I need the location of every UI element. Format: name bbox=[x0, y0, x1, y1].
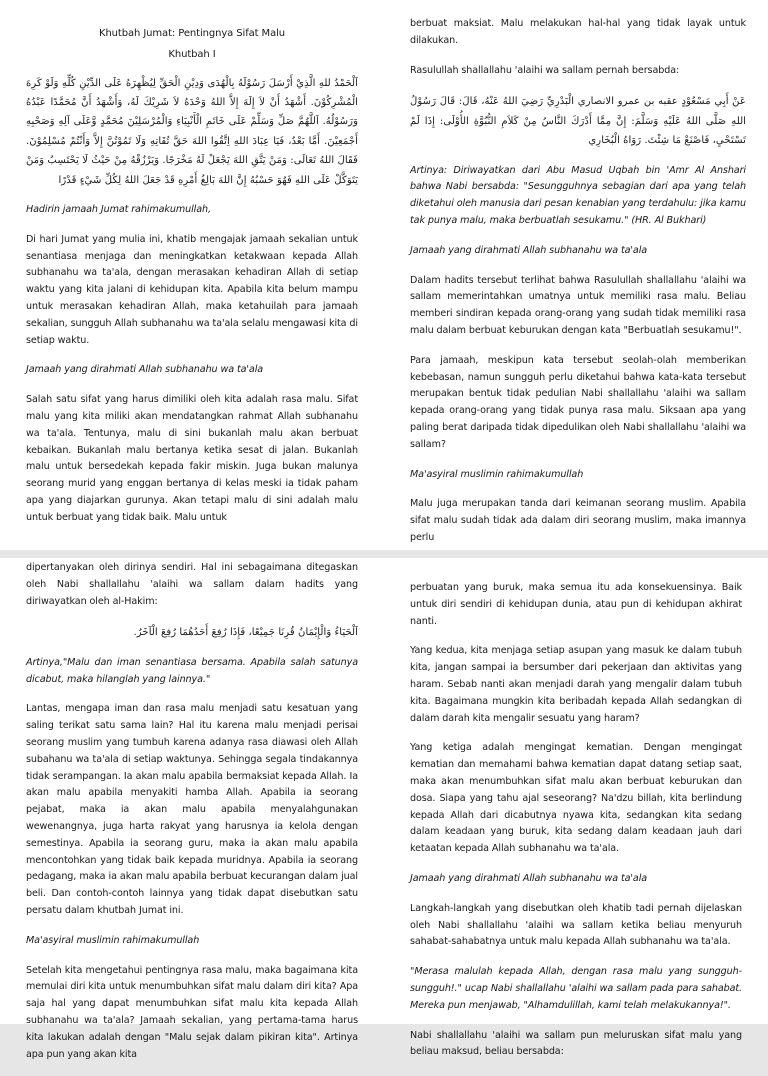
paragraph: Rasulullah shallallahu 'alaihi wa sallam pernah bersabda: bbox=[410, 64, 680, 76]
greeting: Jamaah yang dirahmati Allah subhanahu wa ta'ala bbox=[26, 364, 264, 376]
greeting: Jamaah yang dirahmati Allah subhanahu wa ta'ala bbox=[410, 244, 648, 256]
arabic-opening: اَلْحَمْدُ للهِ الَّذِيْ أَرْسَلَ رَسُوْلَهُ بِالْهُدَى وَدِيْنِ الْحَقِّ لِيُظْهِرَهُ عَلَى الدِّيْنِ كُلِّهِ وَلَوْ كَرِهَ الْمُشْرِكُوْنَ. أَشْهَدُ أَنْ لاَ إِلَهَ إِلاَّ اللهُ وَحْدَهُ لاَ شَرِيْكَ لَهُ، وَأَشْهَدُ أَنَّ مُحَمَّدًا عَبْدُهُ وَرَسُوْلُهُ. اَللَّهُمَّ صَلِّ وَسَلِّمْ عَلَى خَاتَمِ الْأَنْبِيَاءِ وَالْمُرْسَلِيْنَ مُحَمَّدٍ وَّعَلَى آلِهِ وَصَحْبِهِ أَجْمَعِيْنَ. أَمَّا بَعْدُ، فَيَا عِبَادَ اللهِ اِتَّقُوا اللهَ حَقَّ تُقَاتِهِ وَلَا تَمُوْتُنَّ إِلاَّ وَأَنْتُمْ مُسْلِمُوْنَ. فَقَالَ اللهُ تَعَالَى: وَمَنْ يَتَّقِ اللهَ يَجْعَلْ لَهُ مَخْرَجًا. وَيَرْزُقْهُ مِنْ حَيْثُ لَا يَحْتَسِبُ وَمَنْ يَتَوَكَّلْ عَلَى اللهِ فَهُوَ حَسْبُهُ إِنَّ اللهَ بَالِغُ أَمْرِهِ قَدْ جَعَلَ اللهُ لِكُلِّ شَيْءٍ قَدْرًا bbox=[26, 77, 358, 186]
hadith-translation: Artinya,"Malu dan iman senantiasa bersama. Apabila salah satunya dicabut, maka hilanglah yang lainnya." bbox=[26, 656, 358, 685]
paragraph: Lantas, mengapa iman dan rasa malu menjadi satu kesatuan yang saling terikat satu sama lain? Hal itu karena malu menjadi perisai seorang muslim yang tumbuh karena adanya rasa diawasi oleh Allah subahanu wa ta'ala di setiap waktunya. Sehingga segala tindakannya tidak serampangan. Ia akan malu apabila bermaksiat kepada Allah. Ia akan malu apabila menyakiti hamba Allah. Apabila ia seorang pejabat, maka ia akan malu apabila menyalahgunakan wewenangnya, juga harta rakyat yang harusnya ia kelola dengan semestinya. Apabila ia seorang guru, maka ia akan malu apabila mencontohkan yang tidak baik kepada muridnya. Apabila ia seorang pedagang, maka ia akan malu apabila berbuat kecurangan dalam jual beli. Dan contoh-contoh lainnya yang tidak dapat disebutkan satu persatu dalam khutbah Jumat ini. bbox=[26, 703, 358, 916]
arabic-hadith: اَلْحَيَاءُ وَالْإِيْمَانُ قُرِنَا جَمِيْعًا، فَإِذَا رُفِعَ أَحَدُهُمَا رُفِعَ الْآخَرُ. bbox=[133, 627, 358, 639]
paragraph: Dalam hadits tersebut terlihat bahwa Rasulullah shallallahu 'alaihi wa sallam memerintahkan umatnya untuk memiliki rasa malu. Beliau memberi sindiran kepada orang-orang yang sudah tidak memiliki rasa malu dalam berbuat keburukan dengan kata "Berbuatlah sesukamu!". bbox=[410, 274, 746, 336]
page-1-column bbox=[26, 16, 358, 540]
paragraph: Langkah-langkah yang disebutkan oleh khatib tadi pernah dijelaskan oleh Nabi shallallahu 'alaihi wa sallam ketika beliau menyuruh sahabat-sahabatnya untuk malu kepada Allah subhanahu wa ta'ala. bbox=[410, 902, 742, 948]
greeting: Jamaah yang dirahmati Allah subhanahu wa ta'ala bbox=[410, 872, 648, 884]
paragraph: Nabi shallallahu 'alaihi wa sallam pun meluruskan sifat malu yang beliau maksud, beliau bersabda: bbox=[410, 1029, 742, 1058]
arabic-hadith: عَنْ أَبِي مَسْعُوْدٍ عقبه بن عمرو الانصاري الْبَدْرِيِّ رَضِيَ اللهُ عَنْهُ، قَالَ: قَالَ رَسُوْلُ اللهِ صَلَّى اللهُ عَلَيْهِ وَسَلَّمَ: إِنَّ مِمَّا أَدْرَكَ النَّاسُ مِنْ كَلاَمِ النُّبُوَّةِ الأُوْلَى: إِذَا لَمْ تَسْتَحْيِ، فَاصْنَعْ مَا شِئْتَ. رَوَاهُ الْبُخَارِي bbox=[410, 96, 746, 147]
document-title: Khutbah Jumat: Pentingnya Sifat Malu bbox=[98, 28, 286, 39]
page-3 bbox=[0, 558, 384, 1060]
paragraph: Malu juga merupakan tanda dari keimanan seorang muslim. Apabila sifat malu sudah tidak ada dalam diri seorang muslim, maka imannya perlu bbox=[410, 498, 746, 543]
greeting: Ma'asyiral muslimin rahimakumullah bbox=[410, 468, 584, 480]
paragraph: Salah satu sifat yang harus dimiliki oleh kita adalah rasa malu. Sifat malu yang kita miliki akan mendatangkan rahmat Allah subhanahu wa ta'ala. Tentunya, malu di sini bukanlah malu akan berbuat kebaikan. Bukanlah malu bertanya ketika sesat di jalan. Bukanlah malu untuk bersedekah kepada fakir miskin. Juga bukan malunya seorang murid yang enggan bertanya di kelas meski ia tidak paham apa yang diajarkan gurunya. Akan tetapi malu di sini adalah malu untuk berbuat yang tidak baik. Malu untuk bbox=[26, 394, 358, 523]
paragraph: Para jamaah, meskipun kata tersebut seolah-olah memberikan kebebasan, namun sungguh perlu diketahui bahwa kata-kata tersebut merupakan bentuk tidak pedulian Nabi shallallahu 'alaihi wa sallam kepada orang-orang yang tidak punya rasa malu. Siksaan apa yang paling berat daripada tidak dipedulikan oleh Nabi shallallahu 'alaihi wa sallam? bbox=[410, 354, 746, 450]
hadith-translation: Artinya: Diriwayatkan dari Abu Masud Uqbah bin 'Amr Al Anshari bahwa Nabi bersabda: "Sesungguhnya sebagian dari apa yang telah diketahui oleh manusia dari pesan kenabian yang terdahulu: jika kamu tak punya malu, maka berbuatlah sesukamu." (HR. Al Bukhari) bbox=[410, 164, 746, 226]
paragraph: berbuat maksiat. Malu melakukan hal-hal yang tidak layak untuk dilakukan. bbox=[410, 18, 746, 46]
page-2 bbox=[384, 0, 768, 550]
paragraph: Setelah kita mengetahui pentingnya rasa malu, maka bagaimana kita memulai diri kita untuk menumbuhkan sifat malu dalam diri kita? Apa saja hal yang dapat menumbuhkan sifat malu kita kepada Allah subhanahu wa ta'ala? Jamaah sekalian, yang pertama-tama harus kita lakukan adalah dengan "Malu sejak dalam pikiran kita". Artinya apa pun yang akan kita bbox=[26, 964, 358, 1060]
paragraph: perbuatan yang buruk, maka semua itu ada konsekuensinya. Baik untuk diri sendiri di kehidupan dunia, atau pun di kehidupan akhirat nanti. bbox=[410, 582, 742, 627]
page-4 bbox=[384, 558, 768, 1058]
quote: "Merasa malulah kepada Allah, dengan rasa malu yang sungguh-sungguh!." ucap Nabi shallallahu 'alaihi wa sallam pada para sahabat. Mereka pun menjawab, "Alhamdulillah, kami telah melakukannya!". bbox=[410, 966, 742, 1011]
paragraph: Di hari Jumat yang mulia ini, khatib mengajak jamaah sekalian untuk senantiasa menjaga dan meningkatkan ketakwaan kepada Allah subhanahu wa ta'ala, dengan merasakan kehadiran Allah di setiap waktu yang kita jalani di kehidupan kita. Apabila kita belum mampu untuk merasakan kehadiran Allah, maka ketahuilah para jamaah sekalian, sungguh Allah subhanahu wa ta'ala selalu mengawasi kita di setiap waktu. bbox=[26, 233, 358, 346]
page-3-column bbox=[26, 560, 358, 1076]
greeting: Hadirin jamaah Jumat rahimakumullah, bbox=[26, 204, 211, 216]
page-4-column bbox=[410, 580, 742, 1074]
page-1 bbox=[0, 0, 384, 550]
greeting: Ma'asyiral muslimin rahimakumullah bbox=[26, 934, 200, 946]
paragraph: dipertanyakan oleh dirinya sendiri. Hal ini sebagaimana ditegaskan oleh Nabi shallallahu 'alaihi wa sallam dalam hadits yang diriwayatkan oleh al-Hakim: bbox=[26, 562, 358, 607]
paragraph: Yang kedua, kita menjaga setiap asupan yang masuk ke dalam tubuh kita, jangan sampai ia bersumber dari pekerjaan dan aktivitas yang haram. Sebab nanti akan menjadi darah yang mengalir dalam tubuh kita. Bagaimana mungkin kita beribadah kepada Allah sedangkan di dalam darah kita mengalir sesuatu yang haram? bbox=[410, 645, 742, 724]
paragraph: Yang ketiga adalah mengingat kematian. Dengan mengingat kematian dan memahami bahwa kematian dapat datang setiap saat, maka akan menumbuhkan sifat malu akan berbuat keburukan dan dosa. Siapa yang tahu ajal seseorang? Na'dzu billah, kita berlindung kepada Allah dari dicabutnya nyawa kita, sedangkan kita sedang dalam keadaan yang buruk, kita sedang dalam keadaan jauh dari ketaatan kepada Allah subhanahu wa ta'ala. bbox=[410, 742, 742, 855]
page-2-column bbox=[410, 16, 746, 560]
khutbah-heading: Khutbah I bbox=[168, 48, 216, 60]
